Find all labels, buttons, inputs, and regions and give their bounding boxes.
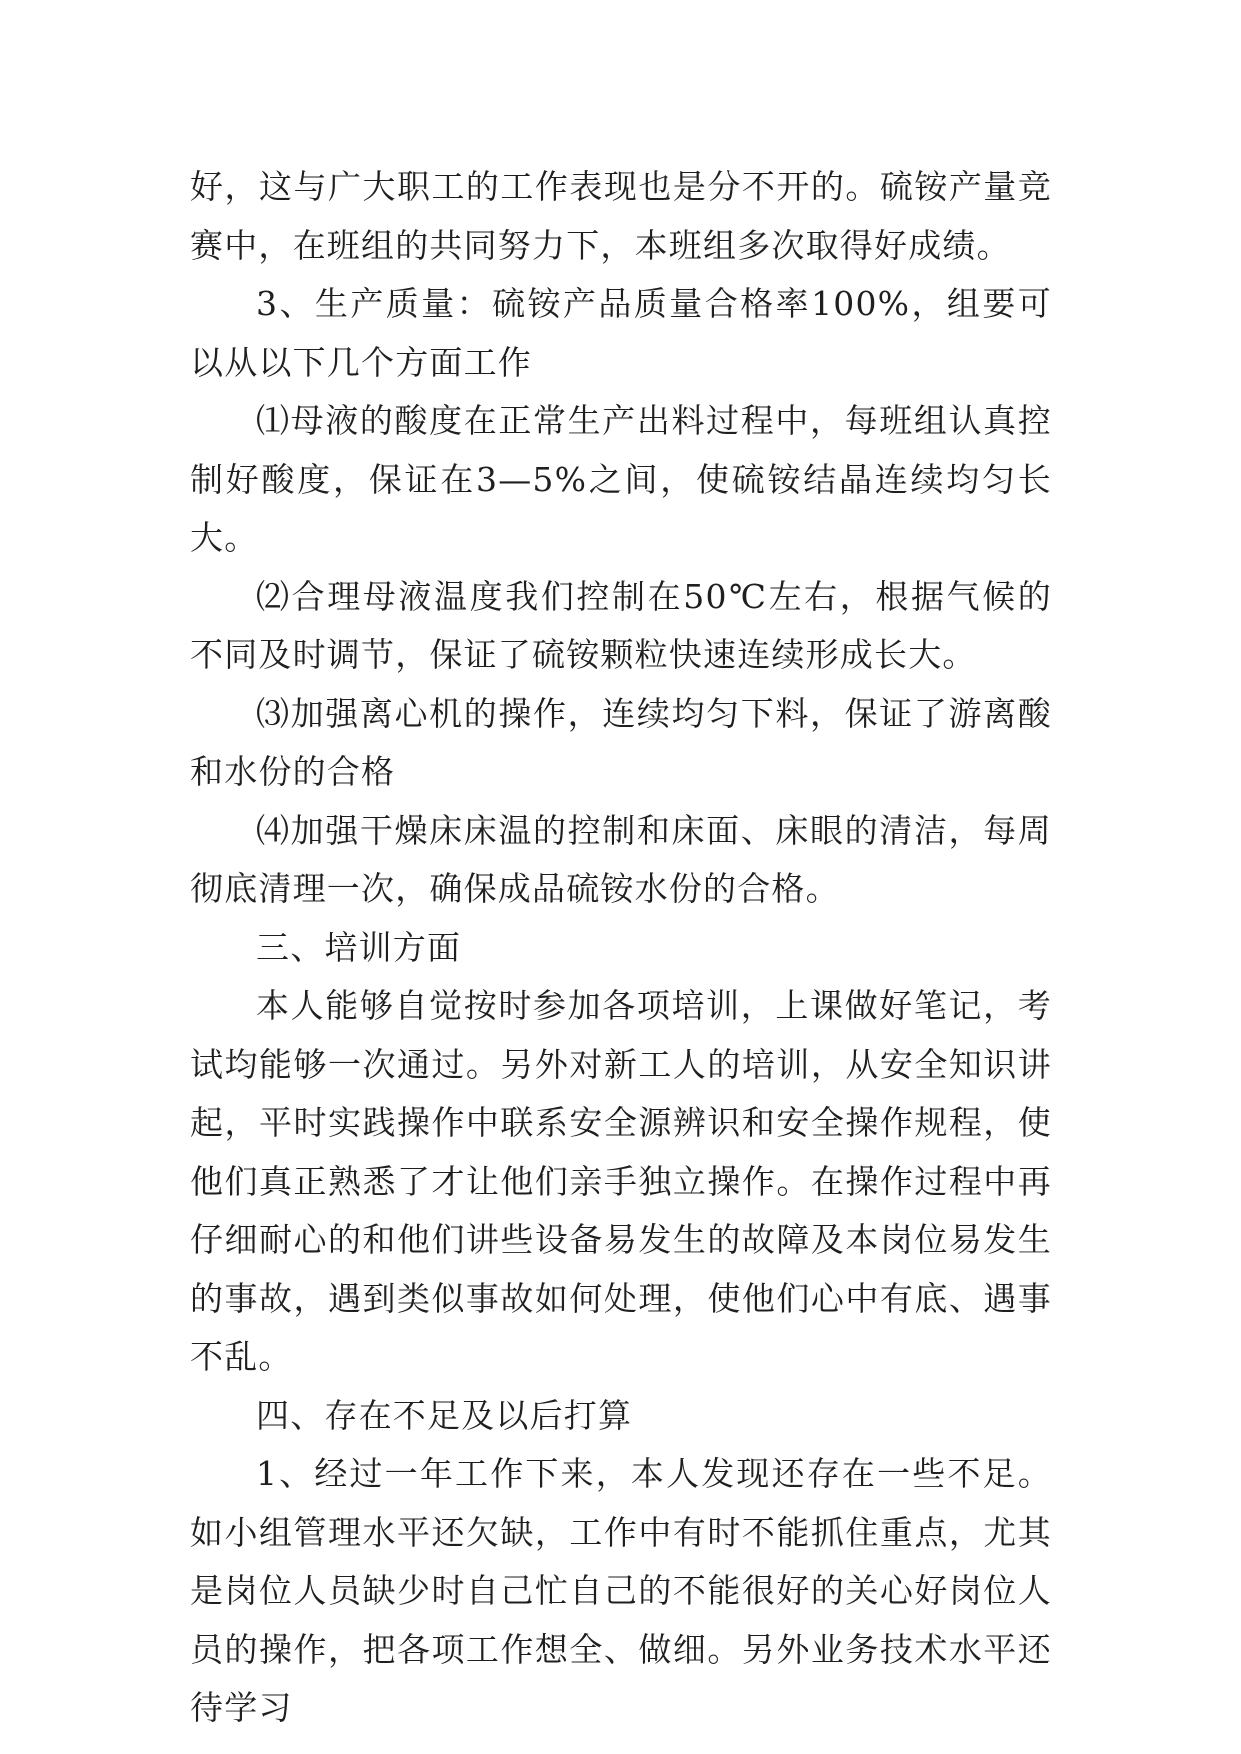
paragraph-training: 本人能够自觉按时参加各项培训，上课做好笔记，考试均能够一次通过。另外对新工人的培训，从安全知识讲起，平时实践操作中联系安全源辨识和安全操作规程，使他们真正熟悉了才让他们亲手独立操作。在操作过程中再仔细耐心的和他们讲些设备易发生的故障及本岗位易发生的事故，遇到类似事故如何处理，使他们心中有底、遇事不乱。 <box>190 986 1052 1376</box>
section-heading-shortcomings: 四、存在不足及以后打算 <box>256 1395 633 1435</box>
document-body <box>190 158 1052 1738</box>
paragraph-continuation: 好，这与广大职工的工作表现也是分不开的。硫铵产量竞赛中，在班组的共同努力下，本班组多次取得好成绩。 <box>190 167 1052 265</box>
paragraph-shortcomings: 1、经过一年工作下来，本人发现还存在一些不足。如小组管理水平还欠缺，工作中有时不能抓住重点，尤其是岗位人员缺少时自己忙自己的不能很好的关心好岗位人员的操作，把各项工作想全、做细。另外业务技术水平还待学习 <box>190 1454 1052 1727</box>
paragraph-item-4: ⑷加强干燥床床温的控制和床面、床眼的清洁，每周彻底清理一次，确保成品硫铵水份的合格。 <box>190 810 1052 908</box>
paragraph-item-1: ⑴母液的酸度在正常生产出料过程中，每班组认真控制好酸度，保证在3—5%之间，使硫铵结晶连续均匀长大。 <box>190 401 1052 557</box>
paragraph-item-3: ⑶加强离心机的操作，连续均匀下料，保证了游离酸和水份的合格 <box>190 693 1052 791</box>
paragraph-item-2: ⑵合理母液温度我们控制在50℃左右，根据气候的不同及时调节，保证了硫铵颗粒快速连续形成长大。 <box>190 576 1052 674</box>
section-heading-training: 三、培训方面 <box>256 927 462 967</box>
paragraph-production-quality: 3、生产质量：硫铵产品质量合格率100%，组要可以从以下几个方面工作 <box>190 284 1052 382</box>
